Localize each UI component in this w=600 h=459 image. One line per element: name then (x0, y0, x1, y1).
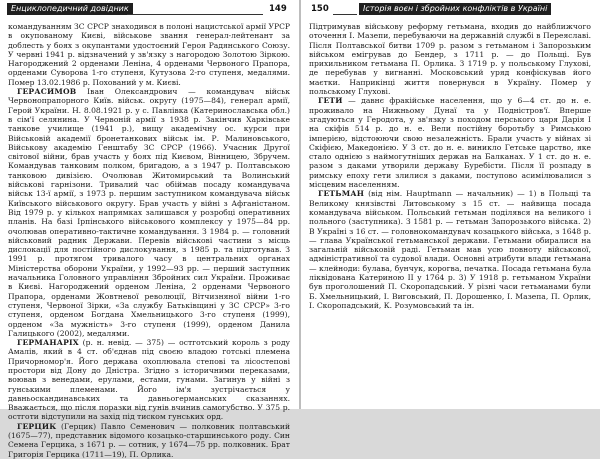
entry-text: (Герцик) Павло Семенович — полковник полтавський (1675—77), представник відомого козацько-старшинського роду. Син Семена Герцика, з 1671 р. — сотник, у 1674—75 рр. полковник. Брат Григорія Герцика (1711—19), П. Орлика. (8, 421, 291, 459)
right-page (301, 0, 600, 409)
entry-headword: ГЕРЦИК (17, 421, 57, 431)
entry-paragraph (309, 22, 591, 96)
right-page-number: 150 (311, 4, 329, 14)
entry-text: (р. н. невід. — 375) — остготський король з роду Амалів, який в 4 ст. об'єднав під своєю владою готські племена Причорномор'я. Його держава охоплювала степові та лісостепові простори від Дону до Дністра. Згідно з історичними переказами, воював з венедами, ерулами, естами, гунами. Загинув у війні з гунськими племенами. Його ім'я зустрічається у давньоскандинавських та давньогерманських сказаннях. Вважається, що після поразки від гунів вчинив самогубство. У 375 р. остготи відступили на захід під тиском гунських орд. (8, 338, 290, 422)
right-text-column (309, 22, 591, 407)
left-page (0, 0, 299, 459)
entry-paragraph (309, 96, 591, 189)
entry-headword: ГЕТЬМАН (318, 189, 365, 199)
left-running-title: Енциклопедичний довідник (7, 3, 133, 15)
entry-paragraph (8, 338, 290, 422)
entry-headword: ГЕТИ (318, 96, 343, 106)
right-page-header (307, 3, 593, 16)
entry-text: Іван Олександрович — командувач військ Червонопрапорного Київ. військ. округу (1975—84), генерал армії, Герой України. Н. 8.08.1921 р. у с. Павлівка (Катеринославська обл.) в сім'ї селянина. У Червоній армії з 1938 р. Закінчив Харківське танкове училище (1941 р.), вищу академічну ос. курси при Військовій академії бронетанкових військ ім. Р. Малиновського, Військову академію Генштабу ЗС СРСР (1966). Учасник Другої світової війни, брав участь у боях під Києвом, Вінницею, Збручем. Командував танковим полком, бригадою, а з 1947 р. Полтавською танковою дивізією. Очолював Житомирський та Волинський військові гарнізони. Тривалий час обіймав посаду командувача військ 13-ї армії, з 1973 р. першим заступником командувача військ Київського військового округу. Брав участь у війні з Афганістаном. Від 1979 р. у кількох напрямках залишався у розробці оперативних планів. На базі Ірпінського військового комплексу у 1975—84 рр. очолював оперативно-тактичне командування. З 1984 р. — головний військовий радник Держави. Перевів військові частини з місць дислокації для постійного дислокування, з 1985 р. та підготував. З 1991 р. протягом тривалого часу в центральних органах Міністерства оборони України, у 1992—93 рр. — перший заступник начальника Головного управління Збройних сил України. Проживає в Києві. Нагороджений орденом Леніна, 2 орденами Червоного Прапора, орденами Жовтневої революції, Вітчизняної війни 1-го ступеня, Червоної Зірки, «За службу Батьківщині у ЗС СРСР» 3-го ступеня, орденом Богдана Хмельницького 3-го ступеня (1999), орденом «За мужність» 3-го ступеня (1999), орденом Данила Галицького (2002), медалями. (8, 87, 290, 338)
entry-paragraph (8, 422, 290, 459)
entry-headword: ГЕРАСИМОВ (17, 87, 77, 97)
left-header-rule (127, 14, 263, 15)
entry-text: (від нім. Hauptmann — начальник) — 1) в Польщі та Великому князівстві Литовському з 15 ст. — найвища посада командувача військом. Польський гетьман поділявся на великого і польного (заступника). З 1581 р. — гетьман Запорозького війська. 2) В Україні з 16 ст. — головнокомандувач козацького війська, з 1648 р. — глава Української гетьманської держави. Гетьмани обиралися на загальній військовій раді. Гетьман мав усю повноту військової, адміністративної та судової влади. Основні атрибути влади гетьмана — клейноди: булава, бунчук, корогва, печатка. Посада гетьмана була ліквідована Катериною II у 1764 р. 3) У 1918 р. гетьманом України був проголошений П. Скоропадський. У різні часи гетьманами були Б. Хмельницький, І. Виговський, П. Дорошенко, І. Мазепа, П. Орлик, І. Скоропадський, К. Розумовський та ін. (309, 189, 591, 310)
left-page-number: 149 (269, 4, 287, 14)
right-running-title: Історія воєн і збройних конфліктів в Україні (359, 3, 551, 15)
entry-paragraph (8, 87, 290, 338)
right-header-rule (333, 14, 357, 15)
entry-paragraph (309, 189, 591, 310)
entry-text: командуванням ЗС СРСР знаходився в полоні нацистської армії УРСР в окупованому Києві, військове звання генерал-лейтенант за доблесть у боях з окупантами удостоєний Героя Радянського Союзу. У червні 1941 р. відзначений у зв'язку з нагородою Золотою Зіркою. Нагороджений 2 орденами Леніна, 4 орденами Червоного Прапора, орденами Суворова 1-го ступеня, Кутузова 2-го ступеня, медалями. Помер 13.02.1986 р. Похований у м. Києві. (8, 22, 290, 87)
entry-headword: ГЕРМАНАРІХ (17, 338, 79, 348)
entry-text: Підтримував військову реформу гетьмана, входив до найближчого оточення І. Мазепи, перебуваючи на державній службі в Переяславі. Після Полтавської битви 1709 р. разом з гетьманом і Запорозьким військом емігрував до Бендер, з 1711 р. — до Польщі. Був прихильником гетьмана П. Орлика. З 1719 р. у польському Глухові, де перебував у вигнанні. Московський уряд конфіскував його маєтки. Наприкінці життя повернувся в Україну. Помер у польському Глухові. (309, 22, 591, 97)
entry-text: — давнє фракійське населення, що у 6—4 ст. до н. е. проживало на Нижньому Дунаї та у Подністров'ї. Вперше згадуються у Геродота, у зв'язку з походом перського царя Дарія I на скіфів 514 р. до н. е. Вели постійну боротьбу з Римською імперією, відстоюючи свою незалежність. Брали участь у війнах зі Скіфією, Македонією. У 3 ст. до н. е. виникло Гетське царство, яке стало однією з наймогутніших держав на Балканах. У 1 ст. до н. е. разом з даками утворили державу Буребісти. Після її розпаду в римську епоху гети злилися з даками, поступово асимілювалися з місцевим населенням. (309, 96, 591, 190)
left-page-header (7, 3, 293, 16)
entry-paragraph (8, 22, 290, 87)
left-text-column (8, 22, 291, 459)
